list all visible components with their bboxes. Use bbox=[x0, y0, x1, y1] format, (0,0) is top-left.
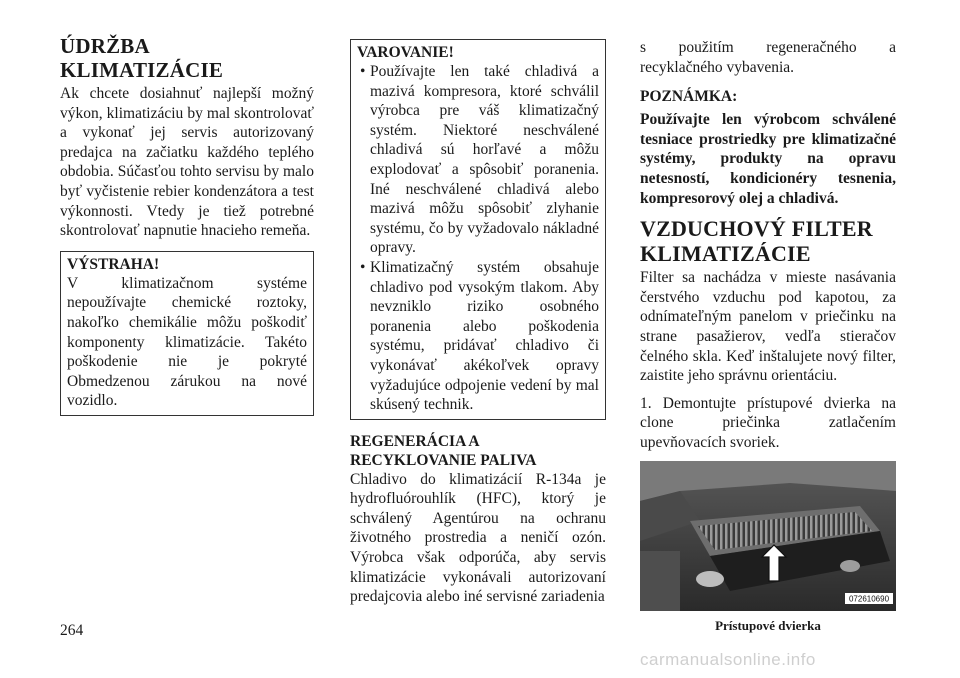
photo-caption: Prístupové dvierka bbox=[715, 617, 821, 633]
continued-paragraph: s použitím regeneračného a recyklačného vybavenia. bbox=[640, 39, 896, 76]
caution-title: VAROVANIE! bbox=[357, 44, 454, 61]
warning-title: VÝSTRAHA! bbox=[67, 255, 160, 273]
engine-bay-illustration bbox=[640, 461, 896, 611]
warning-text: V klimatizačnom systéme nepoužívajte chemické roztoky, nakoľko chemikálie môžu poškodiť komponenty klimatizácie. Takéto poškodenie nie je pokryté Obmedzenou zárukou na nové vozidlo. bbox=[67, 274, 307, 410]
note-title: POZNÁMKA: bbox=[640, 88, 738, 106]
caution-list bbox=[357, 62, 599, 415]
page-number: 264 bbox=[60, 622, 84, 639]
warning-box bbox=[60, 251, 314, 416]
intro-paragraph: Ak chcete dosiahnuť najlepší možný výkon, klimatizáciu by mal skontrolovať a vykonať jej servis autorizovaný predajca na začiatku každého teplého obdobia. Súčasťou tohto servisu by malo byť vyčistenie rebier kondenzátora a test výkonnosti. Vtedy je tiež potrebné skontrolovať napnutie hnacieho remeňa. bbox=[60, 85, 314, 240]
right-column bbox=[640, 30, 896, 634]
middle-column bbox=[350, 30, 606, 607]
refrigerant-paragraph: Chladivo do klimatizácií R-134a je hydrofluórouhlík (HFC), ktorý je schválený Agentúrou na ochranu životného prostredia a neničí ozón. Výrobca však odporúča, aby servis klimatizácie vykonávali autorizovaní predajcovia alebo iné servisné zariadenia bbox=[350, 470, 606, 606]
access-door-photo bbox=[640, 461, 896, 611]
section-heading-ac-maintenance: ÚDRŽBA KLIMATIZÁCIE bbox=[60, 34, 224, 82]
watermark: carmanualsonline.info bbox=[640, 650, 816, 669]
left-column bbox=[60, 30, 314, 416]
note-text: Používajte len výrobcom schválené tesniace prostriedky pre klimatizačné systémy, produkty na opravu netesností, kondicionéry tesnenia, kompresorový olej a chladivá. bbox=[640, 111, 896, 207]
image-code-label: 072610690 bbox=[848, 594, 890, 603]
step-1-paragraph: 1. Demontujte prístupové dvierka na clone priečinka zatlačením upevňovacích svoriek. bbox=[640, 394, 896, 451]
section-heading-air-filter: VZDUCHOVÝ FILTER KLIMATIZÁCIE bbox=[640, 216, 873, 267]
caution-item: • Klimatizačný systém obsahuje chladivo pod vysokým tlakom. Aby nevzniklo riziko osobného poranenia alebo poškodenia systému, pridávať chladivo či vykonávať akékoľvek opravy vyžadujúce odpojenie vedení by mal skúsený technik. bbox=[357, 258, 599, 415]
caution-box bbox=[350, 39, 606, 420]
subheading-refrigerant-recovery: REGENERÁCIA A RECYKLOVANIE PALIVA bbox=[350, 432, 537, 469]
caution-item: • Používajte len také chladivá a mazivá kompresora, ktoré schválil výrobca pre váš klimatizačný systém. Niektoré neschválené chladivá sú horľavé a môžu explodovať a spôsobiť poranenia. Iné neschválené chladivá alebo mazivá môžu spôsobiť zlyhanie systému, čo by vyžadovalo nákladné opravy. bbox=[357, 62, 599, 258]
filter-paragraph: Filter sa nachádza v mieste nasávania čerstvého vzduchu pod kapotou, za odnímateľným panelom v priečinku na strane pasažierov, vedľa stieračov čelného skla. Keď inštalujete nový filter, zaistite jeho správnu orientáciu. bbox=[640, 269, 896, 385]
